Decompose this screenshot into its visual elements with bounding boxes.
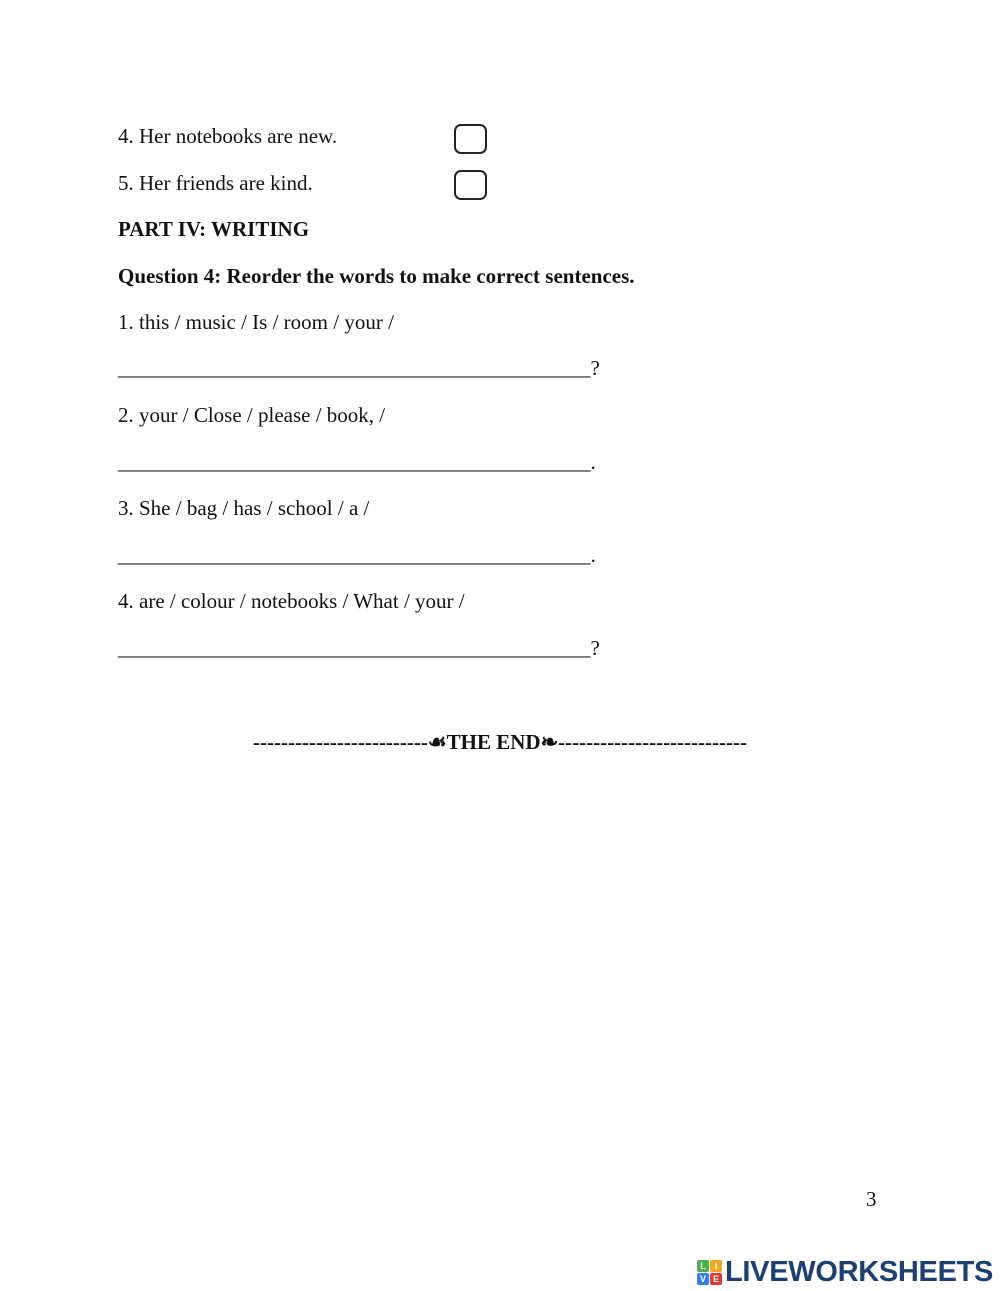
logo-tile: L (697, 1260, 709, 1272)
statement-4: 4. Her notebooks are new. (118, 124, 338, 148)
logo-tiles-icon (697, 1260, 722, 1285)
reorder-prompt-1: 1. this / music / Is / room / your / (118, 310, 394, 334)
answer-line-1[interactable]: _____________________________________________? (118, 356, 600, 380)
logo-text: LIVEWORKSHEETS (725, 1256, 994, 1288)
page-number: 3 (866, 1187, 877, 1211)
answer-line-4[interactable]: _____________________________________________? (118, 636, 600, 660)
end-text: THE END (446, 730, 541, 754)
end-left-ornament: -------------------------☙ (252, 730, 447, 754)
logo-tile: V (697, 1273, 709, 1285)
reorder-prompt-3: 3. She / bag / has / school / a / (118, 496, 370, 520)
reorder-prompt-4: 4. are / colour / notebooks / What / your / (118, 589, 465, 613)
logo-tile: E (710, 1273, 722, 1285)
reorder-prompt-2: 2. your / Close / please / book, / (118, 403, 386, 427)
checkbox-5[interactable] (454, 170, 487, 200)
logo-tile: I (710, 1260, 722, 1272)
end-right-ornament: ❧--------------------------- (540, 730, 747, 754)
the-end (0, 730, 1000, 755)
statement-5: 5. Her friends are kind. (118, 171, 313, 195)
liveworksheets-logo (697, 1256, 993, 1289)
question-heading: Question 4: Reorder the words to make correct sentences. (118, 264, 635, 288)
part-heading: PART IV: WRITING (118, 217, 310, 241)
checkbox-4[interactable] (454, 124, 487, 154)
answer-line-2[interactable]: _____________________________________________. (118, 450, 596, 474)
answer-line-3[interactable]: _____________________________________________. (118, 543, 596, 567)
